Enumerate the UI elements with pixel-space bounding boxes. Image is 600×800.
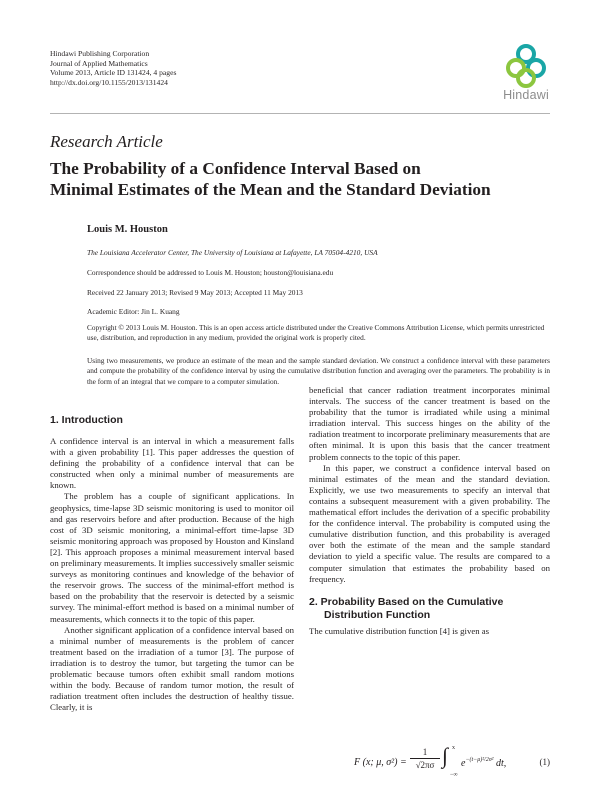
left-column <box>50 414 294 713</box>
right-column <box>309 385 550 637</box>
doi-link[interactable]: http://dx.doi.org/10.1155/2013/131424 <box>50 77 168 87</box>
integral-sign-icon: ∫ <box>442 743 449 768</box>
section-heading-introduction: 1. Introduction <box>50 414 123 426</box>
integral-lower-limit: −∞ <box>450 772 458 778</box>
academic-editor: Academic Editor: Jin L. Kuang <box>87 307 180 316</box>
section-heading-line: Distribution Function <box>324 608 431 621</box>
hindawi-rings-icon <box>494 44 558 88</box>
logo-wordmark: Hindawi <box>503 88 549 102</box>
author-name: Louis M. Houston <box>87 224 168 235</box>
title-line: Minimal Estimates of the Mean and the Standard Deviation <box>50 180 491 199</box>
paragraph: The problem has a couple of significant applications. In geophysics, time-lapse 3D seismic monitoring is used to monitor oil and gas reservoirs before and after production. Because of the high cost of 3D seismic monitoring, a minimal-effort time-lapse 3D seismic monitoring approach was proposed by Houston and Kinsland [2]. This approach proposes a minimal measurement interval based on preliminary measurements. It implies successively smaller seismic surveys as monitoring continues and knowledge of the behavior of the reservoir grows. The success of the minimal-effort method is based on the probability that the reservoir is detected by a seismic survey. The minimal-effort method is based on a minimal number of measurements, which connects it to the topic of this paper. <box>50 491 294 624</box>
volume-info: Volume 2013, Article ID 131424, 4 pages <box>50 68 177 78</box>
publisher-name: Hindawi Publishing Corporation <box>50 49 150 58</box>
author-affiliation: The Louisiana Accelerator Center, The University of Louisiana at Lafayette, LA 70504-4210, USA <box>87 248 378 257</box>
integrand-differential: dt, <box>493 758 507 769</box>
fraction-denominator: √2πσ <box>415 760 435 770</box>
publication-info <box>50 49 176 87</box>
integrand-base: e <box>461 758 466 769</box>
copyright-notice: Copyright © 2013 Louis M. Houston. This is an open access article distributed under the Creative Commons Attribution License, which permits unrestricted use, distribution, and reproduction in any medium, provided the original work is properly cited. <box>87 323 545 343</box>
paragraph: In this paper, we construct a confidence interval based on minimal estimates of the mean and the standard deviation. Explicitly, we use two measurements to specify an interval that contains a subsequent measurement with a given probability. The mathematical effort includes the derivation of a specific probability for the confidence interval. The probability is computed using the cumulative distribution function, and this probability is averaged over both the estimate of the mean and the sample standard deviation to yield a specific value. The results are compared to a computer simulation that estimates the probability based on frequency. <box>309 462 550 584</box>
section-heading-line: 2. Probability Based on the Cumulative <box>309 595 504 608</box>
integrand <box>461 757 506 769</box>
integrand-exponent: −(t−μ)²/2σ² <box>465 757 494 763</box>
abstract: Using two measurements, we produce an estimate of the mean and the sample standard deviation. We construct a confidence interval with these parameters and compute the probability of the confidence interval by using the cumulative distribution function and averaging over the parameters. The probability is in the form of an integral that we compare to a computer simulation. <box>87 356 550 386</box>
equation-lhs: F (x; μ, σ²) = <box>354 757 407 768</box>
dates-line: Received 22 January 2013; Revised 9 May 2013; Accepted 11 May 2013 <box>87 288 303 297</box>
journal-name: Journal of Applied Mathematics <box>50 58 148 68</box>
article-title <box>50 158 550 200</box>
equation-number: (1) <box>539 757 550 767</box>
integral-upper-limit: x <box>452 745 455 751</box>
correspondence-line: Correspondence should be addressed to Louis M. Houston; houston@louisiana.edu <box>87 268 334 277</box>
paragraph: A confidence interval is an interval in which a measurement falls with a given probability [1]. This paper addresses the question of defining the probability of a confidence interval that can be constructed when only a minimal number of measurements are known. <box>50 436 294 491</box>
paragraph: The cumulative distribution function [4] is given as <box>309 625 490 636</box>
header-divider <box>50 113 550 114</box>
paragraph: Another significant application of a confidence interval based on a minimal number of measurements is the problem of cancer treatment based on the irradiation of a tumor [3]. The purpose of irradiation is to destroy the tumor, but targeting the tumor can be problematic because tumors often exhibit small random motions within the body. Because of random tumor motion, the result of radiation treatment often includes the destruction of healthy tissue. Clearly, it is <box>50 624 294 713</box>
section-heading-cdf <box>309 596 550 622</box>
equation-fraction <box>410 747 440 770</box>
fraction-numerator: 1 <box>410 747 440 759</box>
hindawi-logo <box>494 44 558 104</box>
equation-1 <box>340 745 550 785</box>
title-line: The Probability of a Confidence Interval Based on <box>50 159 421 178</box>
paragraph: beneficial that cancer radiation treatment incorporates minimal intervals. The success of the cancer treatment is based on the probability that the tumor is irradiated while using a minimal irradiation interval. This success hinges on the ability of the radiation treatment to incorporate preliminary measurements that are often minimal. It is upon this basis that the cancer treatment problem connects to the topic of this paper. <box>309 385 550 462</box>
article-type: Research Article <box>50 132 163 151</box>
